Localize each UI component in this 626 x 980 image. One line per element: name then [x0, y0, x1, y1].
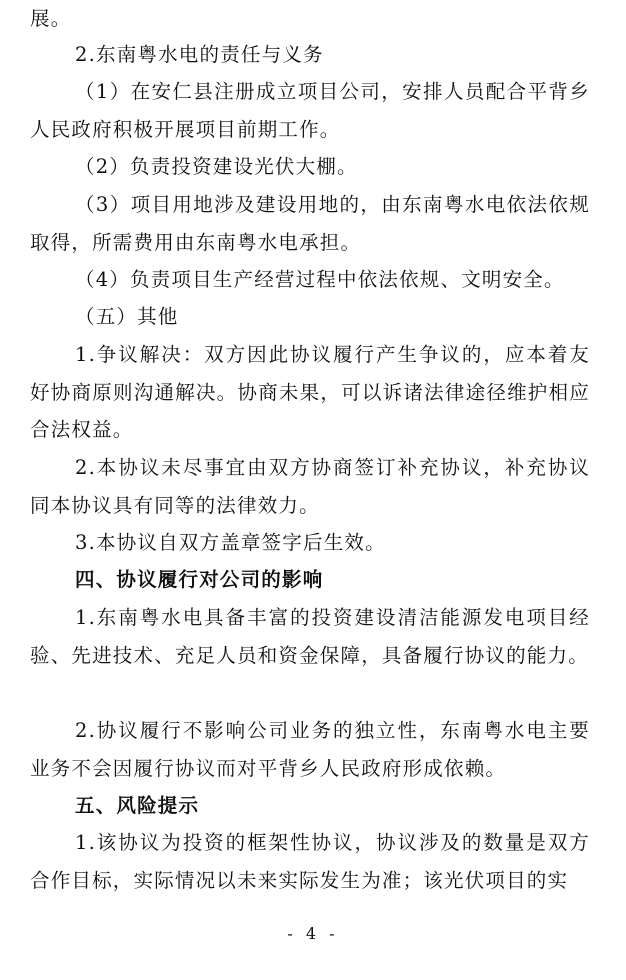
paragraph-risk-1: 1.该协议为投资的框架性协议，协议涉及的数量是双方合作目标，实际情况以未来实际发生为准；该光伏项目的实	[30, 831, 590, 892]
paragraph-obligation-1: （1）在安仁县注册成立项目公司，安排人员配合平背乡人民政府积极开展项目前期工作。	[30, 80, 590, 141]
paragraph-supplement: 2.本协议未尽事宜由双方协商签订补充协议，补充协议同本协议具有同等的法律效力。	[30, 456, 590, 517]
paragraph-obligations-heading: 2.东南粤水电的责任与义务	[75, 43, 324, 66]
section-heading-risk: 五、风险提示	[75, 794, 200, 817]
paragraph-impact-1: 1.东南粤水电具备丰富的投资建设清洁能源发电项目经验、先进技术、充足人员和资金保障，具备履行协议的能力。	[30, 606, 590, 667]
paragraph-impact-2: 2.协议履行不影响公司业务的独立性，东南粤水电主要业务不会因履行协议而对平背乡人民政府形成依赖。	[30, 719, 590, 780]
section-heading-impact: 四、协议履行对公司的影响	[75, 568, 324, 591]
paragraph-continuation: 展。	[30, 7, 72, 30]
paragraph-obligation-4: （4）负责项目生产经营过程中依法依规、文明安全。	[75, 268, 565, 291]
paragraph-other-heading: （五）其他	[75, 305, 179, 328]
paragraph-dispute: 1.争议解决：双方因此协议履行产生争议的，应本着友好协商原则沟通解决。协商未果，可以诉诸法律途径维护相应合法权益。	[30, 343, 590, 441]
paragraph-obligation-2: （2）负责投资建设光伏大棚。	[75, 155, 358, 178]
page-number: - 4 -	[287, 924, 339, 943]
paragraph-obligation-3: （3）项目用地涉及建设用地的，由东南粤水电依法依规取得，所需费用由东南粤水电承担。	[30, 193, 590, 254]
paragraph-effective: 3.本协议自双方盖章签字后生效。	[75, 531, 386, 554]
